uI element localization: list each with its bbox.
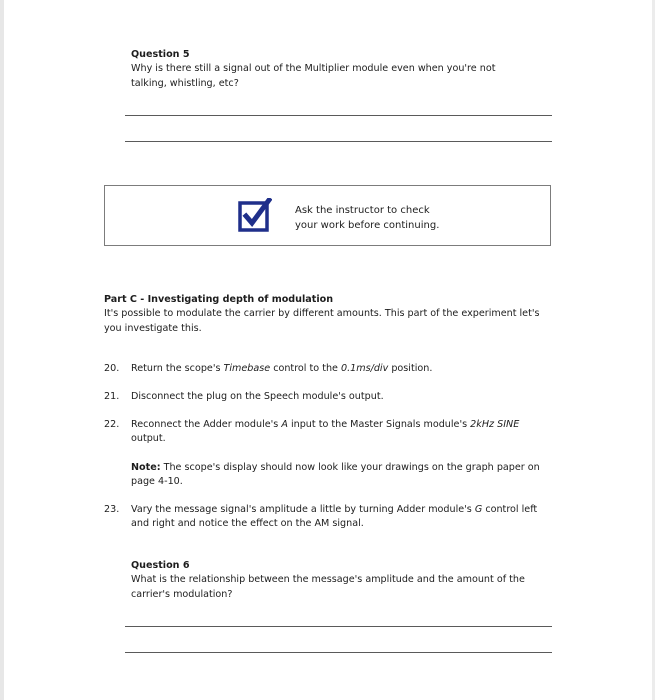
note-text: The scope's display should now look like your drawings on the graph paper on page 4-10. (131, 462, 540, 488)
question-5 (131, 48, 531, 91)
left-page-edge (0, 0, 4, 700)
answer-line-4 (125, 652, 552, 653)
part-c-section (104, 293, 549, 336)
instructor-check-line-2: your work before continuing. (295, 220, 440, 231)
instructor-check-line-1: Ask the instructor to check (295, 205, 430, 216)
step-number: 20. (104, 363, 120, 374)
step-number: 23. (104, 504, 120, 515)
step-text: Return the scope's Timebase control to the 0.1ms/div position. (131, 363, 433, 374)
step-text: Reconnect the Adder module's A input to the Master Signals module's 2kHz SINE output. (131, 419, 520, 445)
instructor-check-box (104, 185, 551, 246)
part-c-intro: It's possible to modulate the carrier by different amounts. This part of the experiment let's you investigate this. (104, 308, 540, 334)
step-number: 21. (104, 391, 120, 402)
step-number: 22. (104, 419, 120, 430)
note-label: Note: (131, 462, 161, 473)
question-5-text: Why is there still a signal out of the Multiplier module even when you're not talking, whistling, etc? (131, 63, 496, 89)
note (131, 461, 549, 490)
checkmark-box-icon (238, 198, 272, 232)
question-6-text: What is the relationship between the message's amplitude and the amount of the carrier's modulation? (131, 574, 525, 600)
answer-line-3 (125, 626, 552, 627)
part-c-title: Part C - Investigating depth of modulation (104, 294, 334, 305)
answer-line-2 (125, 141, 552, 142)
instructor-check-text (295, 203, 495, 233)
step-text: Disconnect the plug on the Speech module's output. (131, 391, 384, 402)
question-6-title: Question 6 (131, 560, 190, 571)
step-text: Vary the message signal's amplitude a little by turning Adder module's G control left and right and notice the effect on the AM signal. (131, 504, 538, 530)
answer-line-1 (125, 115, 552, 116)
question-5-title: Question 5 (131, 49, 190, 60)
question-6 (131, 559, 549, 602)
